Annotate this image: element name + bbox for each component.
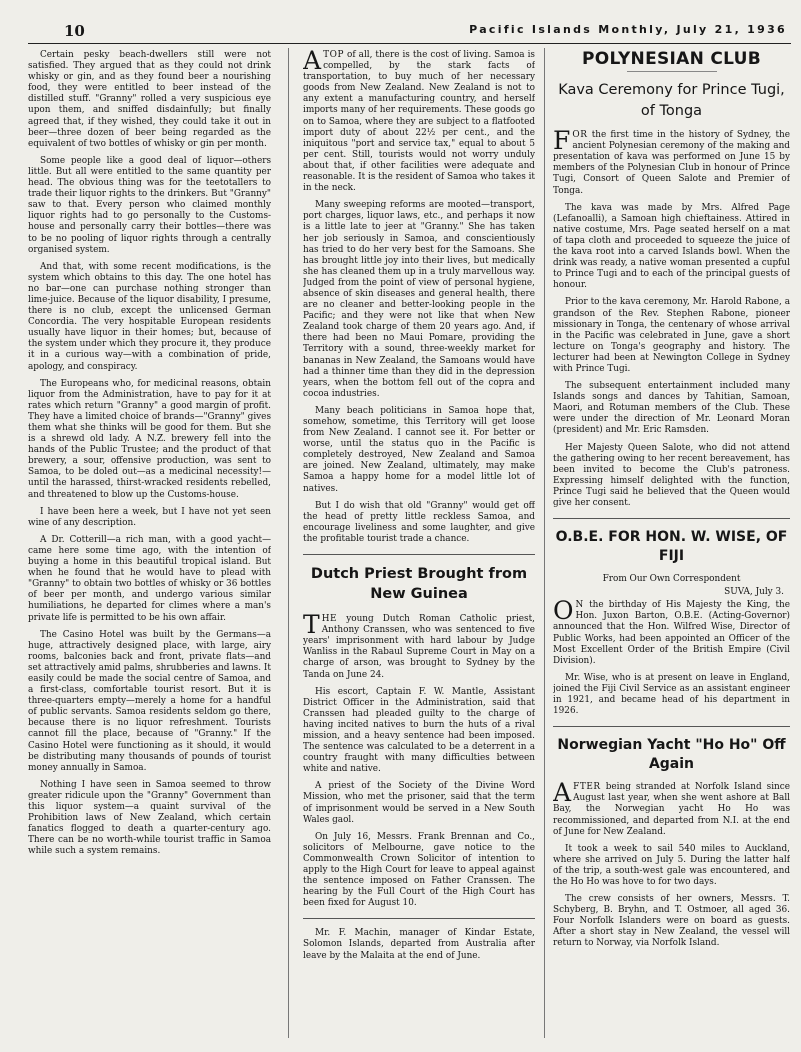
paragraph: The kava was made by Mrs. Alfred Page (Lefanoalli), a Samoan high chieftainess. Attired in native costume, Mrs. Page seated herself on a mat of tapa cloth and proceeded to squeeze the juice of the kava root into a carved Islands bowl. When the drink was ready, a native woman presented a cupful to Prince Tugi and to each of the principal guests of honour. [553,202,790,291]
lead-smallcaps: HE [321,614,338,625]
byline: From Our Own Correspondent [602,574,741,585]
paragraph: The Europeans who, for medicinal reasons, obtain liquor from the Administration, have to pay for it at rates which return "Granny" a good margin of profit. They have a limited choice of brands—"Granny" gives them what she thinks will be good for them. But she is a shrewd old lady. A N.Z. brewery fell into the hands of the Public Trustee; and the product of that brewery, a sour, offensive production, was sent to Samoa, to be doled out—as a medicinal necessity!—until the harassed, thirst-wracked residents rebelled, and threatened to blow up the Customs-house. [28,378,271,500]
running-title: Pacific Islands Monthly, July 21, 1936 [469,23,787,36]
lead-text: the first time in the history of Sydney, the ancient Polynesian ceremony of the making and presentation of kava was performed on June 15 by members of the Polynesian Club in honour of Prince Tugi, Consort of Queen Salote and Premier of Tonga. [553,130,790,196]
paragraph-lead [553,778,790,837]
paragraph-lead [553,596,790,667]
paragraph: The Casino Hotel was built by the Germans—a huge, attractively designed place, with large, airy rooms, balconies back and front, private flats—and set attractively amid palms, shrubberies and lawns. It easily could be made the social centre of Samoa, and a first-class, comfortable tourist resort. But it is three-quarters empty—merely a home for a handful of public servants. Samoa residents seldom go there, because there is no liquor refreshment. Tourists cannot fill the place, because of "Granny." If the Casino Hotel were functioning as it should, it would be distributing many thousands of pounds of tourist money annually in Samoa. [28,629,271,773]
paragraph: Prior to the kava ceremony, Mr. Harold Rabone, a grandson of the Rev. Stephen Rabone, pioneer missionary in Tonga, the centenary of whose arrival in the Pacific was celebrated in June, gave a short lecture on Tonga's geography and history. The lecturer had been at Newington College in Sydney with Prince Tugi. [553,297,790,374]
paragraph: His escort, Captain F. W. Mantle, Assistant District Officer in the Administration, said that Cranssen had pleaded guilty to the charge of having incited natives to burn the huts of a rival mission, and a heavy sentence had been imposed. The sentence was calculated to be a deterrent in a country fraught with many difficulties between white and native. [303,686,535,775]
paragraph-lead [553,126,790,197]
column-1 [28,50,271,863]
column-divider-right [544,48,545,1038]
column-3 [553,50,790,956]
header-rule [28,43,791,44]
drop-cap: T [303,610,320,640]
lead-smallcaps: N [575,600,584,611]
paragraph: The subsequent entertainment included many Islands songs and dances by Tahitian, Samoan, Maori, and Rotuman members of the Club. These were under the direction of Mr. Leonard Moran (president) and Mr. Eric Ramsden. [553,381,790,436]
paragraph: On July 16, Messrs. Frank Brennan and Co., solicitors of Melbourne, gave notice to the Commonwealth Crown Solicitor of intention to apply to the High Court for leave to appeal against the sentence imposed on Father Cranssen. The hearing by the Full Court of the High Court has been fixed for August 10. [303,831,535,909]
paragraph: But I do wish that old "Granny" would get off the head of pretty little reckless Samoa, and encourage liveliness and some laughter, and give the profitable tourist trade a chance. [303,500,535,544]
drop-cap: O [553,596,574,626]
article-rule [553,518,790,519]
article-rule [303,554,535,555]
lead-text: the birthday of His Majesty the King, the Hon. Juxon Barton, O.B.E. (Acting-Governor) announced that the Hon. Wilfred Wise, Director of Public Works, had been appointed an Officer of the Most Excellent Order of the British Empire (Civil Division). [553,600,790,666]
paragraph: Many sweeping reforms are mooted—transport, port charges, liquor laws, etc., and perhaps it now is a little late to jeer at "Granny." She has taken her job seriously in Samoa, and conscientiously has tried to do her very best for the Samoans. She has brought little joy into their lives, but medically she has cleaned them up in a truly marvellous way. Judged from the point of view of personal hygiene, absence of skin diseases and general health, there are no cleaner and better-looking people in the Pacific; and they were not like that when New Zealand took charge of them 20 years ago. And, if there had been no Maui Pomare, providing the Territory with a sound, three-weekly market for bananas in New Zealand, the Samoans would have had a thinner time than they did in the depression years, when the bottom fell out of the copra and cocoa industries. [303,200,535,399]
paragraph: Nothing I have seen in Samoa seemed to throw greater ridicule upon the "Granny" Government than this liquor system—a quaint survival of the Prohibition laws of New Zealand, which certain fanatics flogged to death a quarter-century ago. There can be no worth-while tourist traffic in Samoa while such a system remains. [28,779,271,857]
column-divider-left [288,48,289,1038]
column-2 [303,50,535,962]
lead-text: of all, there is the cost of living. Samoa is compelled, by the stark facts of transportation, to buy much of her necessary goods from New Zealand. New Zealand is not to any extent a manufacturing country, and herself imports many of her requirements. These goods go on to Samoa, where they are subject to a flatfooted import duty of about 22½ per cent., and the iniquitous "port and service tax," equal to about 5 per cent. Still, tourists would not worry unduly about that, if other facilities were adequate and reasonable. It is the resident of Samoa who takes it in the neck. [303,50,535,194]
dateline: SUVA, July 3. [724,587,784,598]
paragraph: A Dr. Cotterill—a rich man, with a good yacht—came here some time ago, with the intention of buying a home in this beautiful tropical island. But when he found that he would have to plead with "Granny" to obtain two bottles of whisky or 36 bottles of beer per month, and undergo various similar humiliations, he departed for climes where a man's private life is permitted to be his own affair. [28,534,271,623]
headline-obe: O.B.E. FOR HON. W. WISE, OF FIJI [555,529,788,565]
headline-kava-ceremony: Kava Ceremony for Prince Tugi, of Tonga [558,82,785,120]
paragraph: Many beach politicians in Samoa hope that, somehow, sometime, this Territory will get loose from New Zealand. I cannot see it. For better or worse, until the status quo in the Pacific is completely destroyed, New Zealand and Samoa are joined. New Zealand, ultimately, may make Samoa a happy home for a model little lot of natives. [303,405,535,494]
article-rule [553,726,790,727]
drop-cap: A [553,778,572,808]
lead-text: young Dutch Roman Catholic priest, Anthony Cranssen, who was sentenced to five years' imprisonment with hard labour by Judge Wanliss in the Rabaul Supreme Court in May on a charge of arson, was brought to Sydney by the Tanda on June 24. [303,614,535,680]
section-rule [627,71,717,72]
page-number: 10 [64,22,85,40]
paragraph: A priest of the Society of the Divine Word Mission, who met the prisoner, said that the term of imprisonment would be served in a New South Wales gaol. [303,781,535,825]
lead-smallcaps: TOP [323,50,345,60]
news-note: Mr. F. Machin, manager of Kindar Estate, Solomon Islands, departed from Australia after leave by the Malaita at the end of June. [303,928,535,961]
lead-smallcaps: OR [572,130,588,141]
section-title: POLYNESIAN CLUB [581,50,762,69]
paragraph-lead [303,50,535,194]
article-rule [303,918,535,919]
paragraph: The crew consists of her owners, Messrs. T. Schyberg, B. Bryhn, and T. Ostmoer, all aged 36. Four Norfolk Islanders were on board as guests. After a short stay in New Zealand, the vessel will return to Norway, via Norfolk Island. [553,894,790,949]
lead-text: being stranded at Norfolk Island since August last year, when she went ashore at Ball Bay, the Norwegian yacht Ho Ho was recommissioned, and departed from N.I. at the end of June for New Zealand. [553,782,790,837]
drop-cap: F [553,126,571,156]
headline-norwegian-yacht: Norwegian Yacht "Ho Ho" Off Again [557,737,786,773]
paragraph: Her Majesty Queen Salote, who did not attend the gathering owing to her recent bereavement, has been invited to become the Club's patroness. Expressing himself delighted with the function, Prince Tugi said he believed that the Queen would give her consent. [553,442,790,508]
paragraph: I have been here a week, but I have not yet seen wine of any description. [28,506,271,528]
paragraph-lead [303,610,535,681]
paragraph: Some people like a good deal of liquor—others little. But all were entitled to the same quantity per head. The obvious thing was for the teetotallers to trade their liquor rights to the drinkers. But "Granny" saw to that. Every person who claimed monthly liquor rights had to go personally to the Customs-house and personally carry their bottles—there was to be no pooling of liquor rights through a centrally organised system. [28,155,271,255]
paragraph: It took a week to sail 540 miles to Auckland, where she arrived on July 5. During the latter half of the trip, a south-west gale was encountered, and the Ho Ho was hove to for two days. [553,843,790,887]
paragraph: Certain pesky beach-dwellers still were not satisfied. They argued that as they could not drink whisky or gin, and as they found beer a nourishing food, they were entitled to beer instead of the distilled stuff. "Granny" rolled a very suspicious eye upon them, and sniffed disdainfully; but finally agreed that, if they wished, they could take it out in beer—three dozen of beer being regarded as the equivalent of two bottles of whisky or gin per month. [28,50,271,149]
lead-smallcaps: FTER [573,782,601,793]
headline-dutch-priest: Dutch Priest Brought from New Guinea [310,566,528,603]
page-header [0,18,801,44]
paragraph: Mr. Wise, who is at present on leave in England, joined the Fiji Civil Service as an assistant engineer in 1921, and became head of his department in 1926. [553,672,790,717]
paragraph: And that, with some recent modifications, is the system which obtains to this day. The one hotel has no bar—one can purchase nothing stronger than lime-juice. Because of the liquor disability, I presume, there is no club, except the unlicensed German Concordia. The very hospitable European residents usually have liquor in their homes; but, because of the system under which they procure it, they produce it in a curious way—with a combination of pride, apology, and conspiracy. [28,261,271,372]
drop-cap: A [303,50,322,75]
